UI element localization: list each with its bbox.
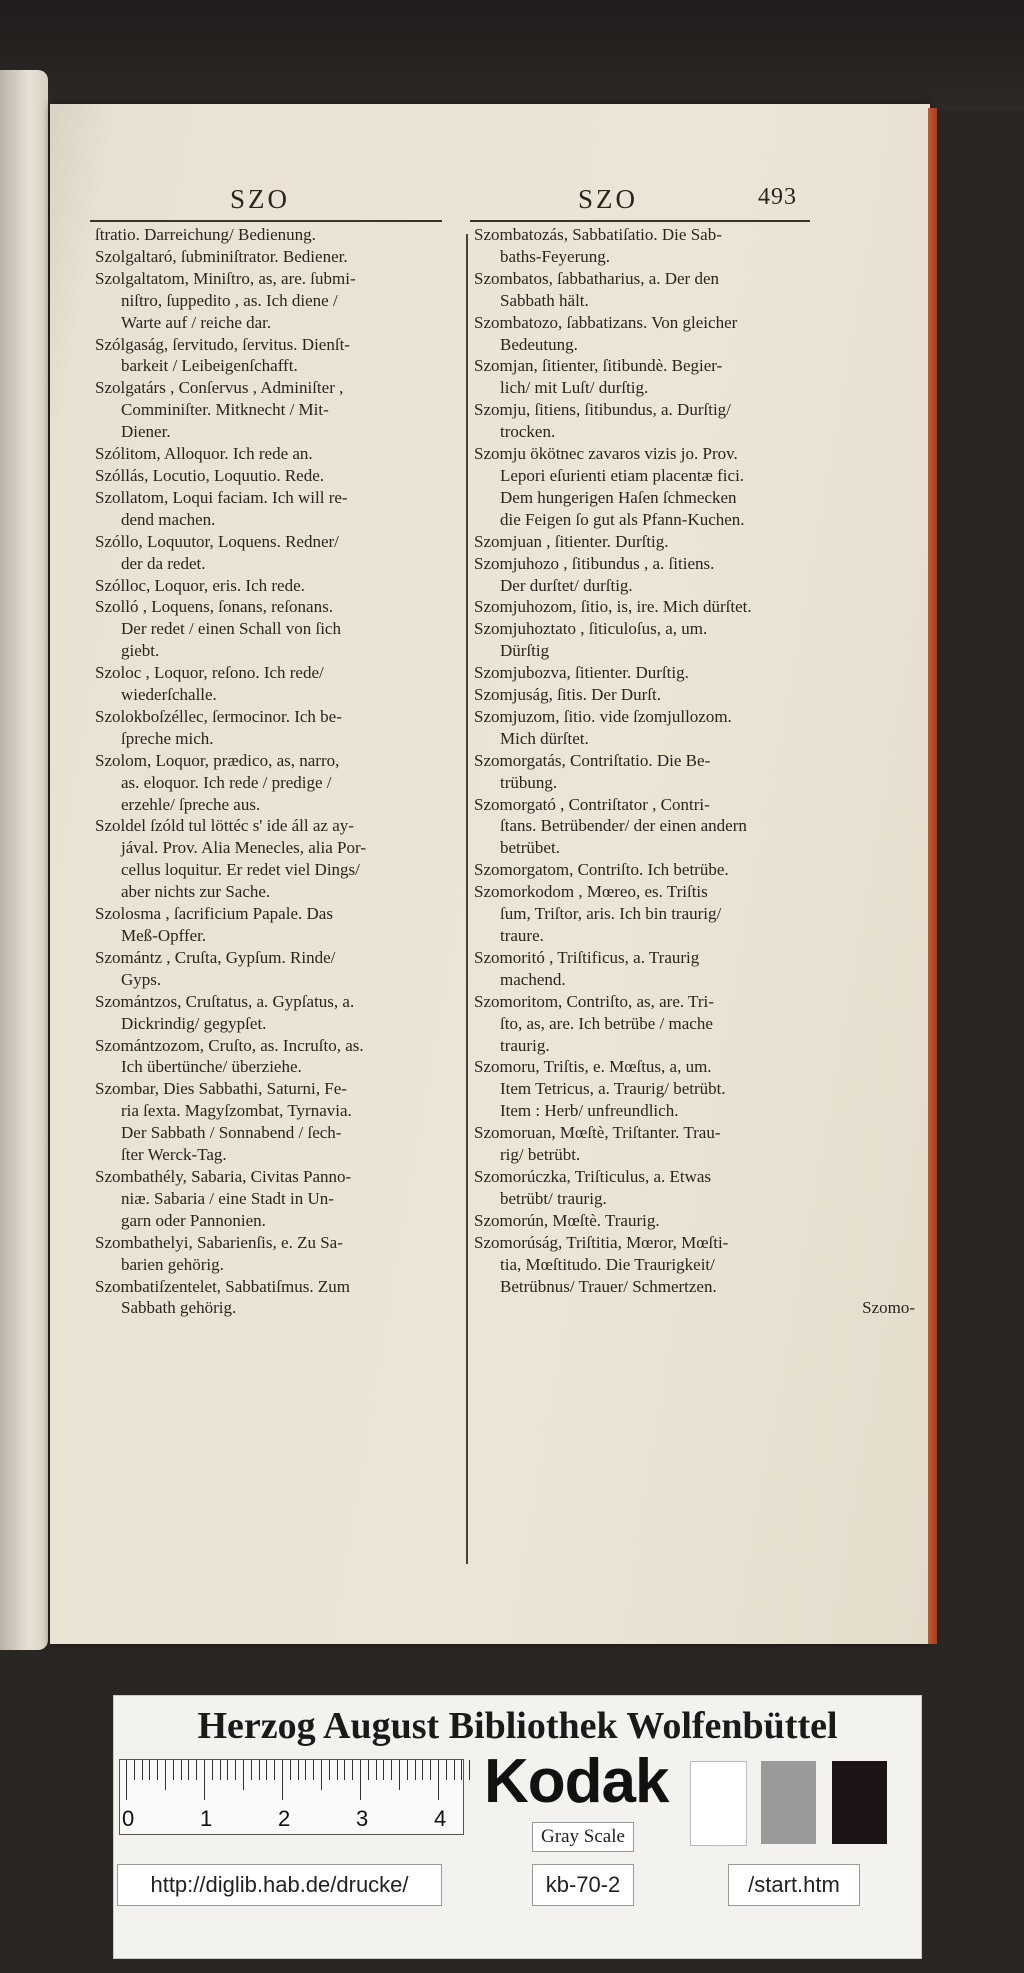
ruler-tick (368, 1760, 369, 1780)
scan-backdrop (0, 0, 1024, 110)
dictionary-line: lich/ mit Luſt/ durſtig. (500, 378, 649, 398)
dictionary-line: ſtans. Betrübender/ der einen andern (500, 816, 747, 836)
ruler-tick (430, 1760, 431, 1780)
gray-scale-label: Gray Scale (532, 1822, 634, 1852)
ruler-tick (212, 1760, 213, 1780)
dictionary-line: Der Sabbath / Sonnabend / ſech- (121, 1123, 342, 1143)
gray-patch-mid (761, 1761, 816, 1844)
dictionary-line: traure. (500, 926, 544, 945)
dictionary-line: barkeit / Leibeigenſchafft. (121, 356, 298, 376)
code-label: kb-70-2 (532, 1864, 634, 1906)
page-number: 493 (758, 184, 797, 210)
dictionary-line: Szolokboſzéllec, ſermocinor. Ich be- (95, 706, 342, 726)
dictionary-line: erzehle/ ſpreche aus. (121, 794, 261, 814)
ruler-tick (337, 1760, 338, 1780)
dictionary-line: Szomoru, Triſtis, e. Mœſtus, a, um. (474, 1057, 712, 1077)
ruler-tick (142, 1760, 143, 1780)
dictionary-line: Szomjuhoztato , ſiticuloſus, a, um. (474, 619, 708, 639)
ruler-tick (282, 1760, 283, 1800)
book-page (50, 104, 930, 1644)
ruler-tick (344, 1760, 345, 1780)
ruler-tick (157, 1760, 158, 1780)
dictionary-line: betrübt/ traurig. (500, 1188, 607, 1208)
column-divider (466, 234, 468, 1564)
dictionary-line: ſter Werck-Tag. (121, 1145, 227, 1165)
dictionary-line: Szomántz , Cruſta, Gypſum. Rinde/ (95, 947, 336, 967)
dictionary-line: Comminiſter. Mitknecht / Mit- (121, 400, 329, 420)
dictionary-line: Szólloc, Loquor, eris. Ich rede. (95, 575, 305, 595)
dictionary-line: aber nichts zur Sache. (121, 882, 271, 902)
dictionary-line: Szomjuhozom, ſitio, is, ire. Mich dürſtet. (474, 597, 752, 617)
dictionary-line: Szombathelyi, Sabarienſis, e. Zu Sa- (95, 1232, 343, 1252)
dictionary-line: Item : Herb/ unfreundlich. (500, 1101, 679, 1121)
ruler-tick (149, 1760, 150, 1780)
ruler-tick (415, 1760, 416, 1780)
dictionary-line: Szomántzozom, Cruſto, as. Incruſto, as. (95, 1035, 364, 1055)
dictionary-line: Szoldel ſzóld tul löttéc s' ide áll az ay- (95, 816, 354, 836)
ruler-tick (360, 1760, 361, 1800)
dictionary-line: Diener. (121, 422, 171, 442)
dictionary-line: Szombatozás, Sabbatiſatio. Die Sab- (474, 225, 722, 244)
dictionary-line: Meß-Opffer. (121, 926, 207, 945)
url-left: http://diglib.hab.de/drucke/ (117, 1864, 442, 1906)
dictionary-line: ſpreche mich. (121, 728, 214, 748)
dictionary-line: Szombatiſzentelet, Sabbatiſmus. Zum (95, 1276, 350, 1296)
ruler-tick (243, 1760, 244, 1790)
dictionary-line: Sabbath hält. (500, 290, 589, 310)
ruler-tick (383, 1760, 384, 1780)
ruler-tick (266, 1760, 267, 1780)
ruler-tick (274, 1760, 275, 1780)
dictionary-line: dend machen. (121, 509, 216, 529)
ruler-tick (259, 1760, 260, 1780)
ruler-tick (298, 1760, 299, 1780)
dictionary-line: Szomjuság, ſitis. Der Durſt. (474, 685, 661, 705)
dictionary-line: Der redet / einen Schall von ſich (121, 619, 341, 639)
ruler-tick (235, 1760, 236, 1780)
dictionary-line: der da redet. (121, 553, 206, 573)
dictionary-line: ſum, Triſtor, aris. Ich bin traurig/ (500, 904, 722, 924)
dictionary-line: Szomju ökötnec zavaros vizis jo. Prov. (474, 444, 738, 464)
dictionary-line: Dem hungerigen Haſen ſchmecken (500, 487, 737, 507)
dictionary-line: Szomo- (862, 1298, 915, 1318)
ruler-tick (181, 1760, 182, 1780)
gray-patch-white (690, 1761, 747, 1846)
dictionary-line: Szomorgatom, Contriſto. Ich betrübe. (474, 860, 729, 880)
ruler-tick (391, 1760, 392, 1780)
ruler-tick (469, 1760, 470, 1780)
dictionary-line: Szombatozo, ſabbatizans. Von gleicher (474, 312, 738, 332)
dictionary-line: Szoloc , Loquor, reſono. Ich rede/ (95, 663, 324, 683)
dictionary-line: barien gehörig. (121, 1254, 224, 1274)
dictionary-line: traurig. (500, 1035, 550, 1055)
ruler-tick (321, 1760, 322, 1790)
dictionary-line: Mich dürſtet. (500, 728, 589, 748)
left-column (95, 224, 457, 1319)
dictionary-line: trübung. (500, 772, 558, 792)
dictionary-line: Dickrindig/ gegypſet. (121, 1013, 267, 1033)
dictionary-line: Szomoritó , Triſtificus, a. Traurig (474, 947, 700, 967)
dictionary-line: Ich übertünche/ überziehe. (121, 1057, 302, 1077)
dictionary-line: Szomántzos, Cruſtatus, a. Gypſatus, a. (95, 991, 355, 1011)
running-head-left: SZO (230, 184, 291, 214)
ruler-tick (329, 1760, 330, 1780)
dictionary-line: Szolgaltaró, ſubminiſtrator. Bediener. (95, 246, 348, 266)
dictionary-line: Betrübnus/ Trauer/ Schmertzen. (500, 1276, 717, 1296)
dictionary-line: Szomorkodom , Mœreo, es. Triſtis (474, 882, 708, 902)
gray-patch-black (832, 1761, 887, 1844)
ruler-tick (352, 1760, 353, 1780)
dictionary-line: Szombar, Dies Sabbathi, Saturni, Fe- (95, 1079, 347, 1099)
dictionary-line: Szolgatárs , Conſervus , Adminiſter , (95, 378, 344, 398)
running-head-right: SZO (578, 184, 639, 214)
dictionary-line: Dürſtig (500, 641, 550, 661)
dictionary-line: giebt. (121, 641, 160, 661)
dictionary-line: Szollatom, Loqui faciam. Ich will re- (95, 487, 348, 507)
dictionary-line: Szombathély, Sabaria, Civitas Panno- (95, 1166, 352, 1186)
ruler-tick (290, 1760, 291, 1780)
scale-ruler (119, 1759, 464, 1835)
dictionary-line: ſtratio. Darreichung/ Bedienung. (95, 225, 316, 244)
ruler-tick (126, 1760, 127, 1800)
color-target-card (113, 1695, 922, 1959)
dictionary-line: Warte auf / reiche dar. (121, 312, 272, 332)
dictionary-line: niſtro, ſuppedito , as. Ich diene / (121, 290, 338, 310)
dictionary-line: Szomoritom, Contriſto, as, are. Tri- (474, 991, 714, 1011)
ruler-tick (422, 1760, 423, 1780)
dictionary-line: Szomorgató , Contriſtator , Contri- (474, 794, 710, 814)
ruler-number: 4 (434, 1806, 447, 1831)
dictionary-line: die Feigen ſo gut als Pfann-Kuchen. (500, 509, 745, 529)
dictionary-line: Szóllás, Locutio, Loquutio. Rede. (95, 465, 324, 485)
ruler-tick (227, 1760, 228, 1780)
ruler-tick (173, 1760, 174, 1780)
ruler-tick (446, 1760, 447, 1780)
dictionary-line: Szolosma , ſacrificium Papale. Das (95, 904, 333, 924)
ruler-tick (220, 1760, 221, 1780)
ruler-tick (204, 1760, 205, 1800)
dictionary-line: wiederſchalle. (121, 685, 217, 705)
ruler-tick (165, 1760, 166, 1790)
head-rule-right (470, 220, 810, 222)
dictionary-line: Bedeutung. (500, 334, 578, 354)
dictionary-line: cellus loquitur. Er redet viel Dings/ (121, 860, 360, 880)
dictionary-line: Szombatos, ſabbatharius, a. Der den (474, 268, 720, 288)
dictionary-line: Szomoruan, Mœſtè, Triſtanter. Trau- (474, 1123, 721, 1143)
ruler-tick (188, 1760, 189, 1780)
dictionary-line: Szolló , Loquens, ſonans, reſonans. (95, 597, 333, 617)
dictionary-line: Szomorgatás, Contriſtatio. Die Be- (474, 750, 711, 770)
dictionary-line: Szomorún, Mœſtè. Traurig. (474, 1210, 660, 1230)
ruler-tick (461, 1760, 462, 1780)
ruler-tick (134, 1760, 135, 1780)
dictionary-line: Szomjan, ſitienter, ſitibundè. Begier- (474, 356, 723, 376)
dictionary-line: tia, Mœſtitudo. Die Traurigkeit/ (500, 1254, 715, 1274)
dictionary-line: ria ſexta. Magyſzombat, Tyrnavia. (121, 1101, 352, 1121)
head-rule-left (90, 220, 442, 222)
ruler-tick (399, 1760, 400, 1790)
dictionary-line: Item Tetricus, a. Traurig/ betrübt. (500, 1079, 726, 1099)
dictionary-line: Gyps. (121, 969, 162, 989)
dictionary-line: Szolgaltatom, Miniſtro, as, are. ſubmi- (95, 268, 356, 288)
dictionary-line: niæ. Sabaria / eine Stadt in Un- (121, 1188, 334, 1208)
dictionary-line: Szomorúság, Triſtitia, Mœror, Mœſti- (474, 1232, 729, 1252)
ruler-tick (251, 1760, 252, 1780)
dictionary-line: Szomorúczka, Triſticulus, a. Etwas (474, 1166, 712, 1186)
ruler-tick (438, 1760, 439, 1800)
dictionary-line: rig/ betrübt. (500, 1145, 581, 1165)
ruler-tick (305, 1760, 306, 1780)
dictionary-line: betrübet. (500, 838, 560, 858)
ruler-tick (407, 1760, 408, 1780)
dictionary-line: Szomjuzom, ſitio. vide ſzomjullozom. (474, 706, 732, 726)
kodak-logo: Kodak (484, 1747, 669, 1816)
ruler-tick (313, 1760, 314, 1780)
ruler-number: 2 (278, 1806, 291, 1831)
dictionary-line: Lepori eſurienti etiam placentæ fici. (500, 465, 745, 485)
ruler-tick (196, 1760, 197, 1780)
ruler-number: 1 (200, 1806, 213, 1831)
dictionary-line: Szomju, ſitiens, ſitibundus, a. Durſtig/ (474, 400, 731, 420)
dictionary-line: trocken. (500, 422, 556, 442)
previous-page-edge (0, 70, 48, 1650)
library-title: Herzog August Bibliothek Wolfenbüttel (197, 1705, 838, 1747)
dictionary-line: Szólitom, Alloquor. Ich rede an. (95, 444, 313, 464)
dictionary-line: machend. (500, 969, 566, 989)
ruler-tick (454, 1760, 455, 1780)
ruler-number: 0 (122, 1806, 135, 1831)
page-red-edge (928, 108, 937, 1644)
dictionary-line: Szólgaság, ſervitudo, ſervitus. Dienſt- (95, 334, 350, 354)
dictionary-line: Szomjuan , ſitienter. Durſtig. (474, 531, 669, 551)
dictionary-line: Szomjuhozo , ſitibundus , a. ſitiens. (474, 553, 715, 573)
ruler-number: 3 (356, 1806, 369, 1831)
dictionary-line: as. eloquor. Ich rede / predige / (121, 772, 332, 792)
dictionary-line: jával. Prov. Alia Menecles, alia Por- (121, 838, 366, 858)
dictionary-line: Szóllo, Loquutor, Loquens. Redner/ (95, 531, 339, 551)
dictionary-line: ſto, as, are. Ich betrübe / mache (500, 1013, 713, 1033)
right-column (474, 224, 919, 1319)
url-right: /start.htm (728, 1864, 860, 1906)
dictionary-line: baths-Feyerung. (500, 246, 611, 266)
dictionary-line: garn oder Pannonien. (121, 1210, 266, 1230)
dictionary-line: Szolom, Loquor, prædico, as, narro, (95, 750, 340, 770)
dictionary-line: Sabbath gehörig. (121, 1298, 237, 1318)
ruler-tick (376, 1760, 377, 1780)
dictionary-line: Der durſtet/ durſtig. (500, 575, 633, 595)
dictionary-line: Szomjubozva, ſitienter. Durſtig. (474, 663, 689, 683)
